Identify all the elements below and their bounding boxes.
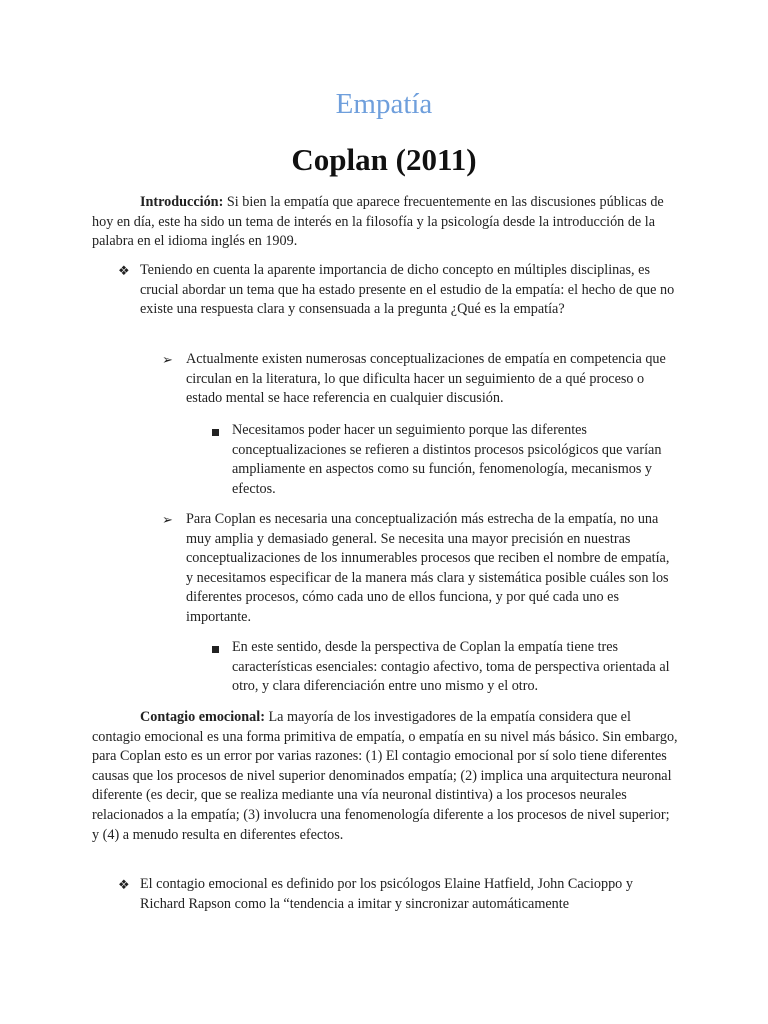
intro-text: Si bien la empatía que aparece frecuentemente en las discusiones públicas de hoy en día, este ha sido un tema de interés en la filosofía y la psicología desde la introducción de la palabra en el idioma inglés en 1909. — [92, 194, 664, 250]
diamond-bullet-icon: ❖ — [118, 263, 130, 278]
list-item-text: En este sentido, desde la perspectiva de Coplan la empatía tiene tres características esenciales: contagio afectivo, toma de perspectiva orientada al otro, y clara diferenciación entre uno mismo y el otro. — [232, 639, 670, 695]
intro-lead: Introducción: — [140, 194, 224, 210]
arrow-bullet-icon: ➢ — [162, 512, 173, 527]
list-item-text: Para Coplan es necesaria una conceptualización más estrecha de la empatía, no una muy amplia y demasiado general. Se necesita una mayor precisión en nuestras conceptualizaciones de los innumerables procesos que reciben el nombre de empatía, y necesitamos especificar de la manera más clara y sistemática posible cuáles son los diferentes procesos, cómo cada uno de ellos funciona, y por qué cada uno es importante. — [186, 511, 670, 625]
contagio-paragraph — [92, 708, 680, 845]
list-item-text: Necesitamos poder hacer un seguimiento porque las diferentes conceptualizaciones se refieren a distintos procesos psicológicos que varían ampliamente en aspectos como su función, fenomenología, mecanismos y efectos. — [232, 422, 662, 497]
arrow-bullet-icon: ➢ — [162, 352, 173, 367]
diamond-bullet-icon: ❖ — [118, 877, 130, 892]
document-title: Empatía — [335, 88, 433, 120]
intro-paragraph — [92, 193, 680, 252]
contagio-text: La mayoría de los investigadores de la empatía considera que el contagio emocional es una forma primitiva de empatía, o empatía en su nivel más básico. Sin embargo, para Coplan esto es un error por varias razones: (1) El contagio emocional por sí solo tiene diferentes causas que los procesos de nivel superior denominados empatía; (2) implica una arquitectura neuronal diferente (es decir, que se realiza mediante una vía neuronal distintiva) a los procesos neurales relacionados a la empatía; (3) involucra una fenomenología diferente a los procesos de nivel superior; y (4) a menudo resulta en diferentes efectos. — [92, 709, 678, 843]
list-item-text: Actualmente existen numerosas conceptualizaciones de empatía en competencia que circulan en la literatura, lo que dificulta hacer un seguimiento de a qué proceso o estado mental se hace referencia en cualquier discusión. — [186, 351, 666, 407]
list-item-text: El contagio emocional es definido por los psicólogos Elaine Hatfield, John Cacioppo y Richard Rapson como la “tendencia a imitar y sincronizar automáticamente — [140, 876, 633, 912]
list-item-text: Teniendo en cuenta la aparente importancia de dicho concepto en múltiples disciplinas, es crucial abordar un tema que ha estado presente en el estudio de la empatía: el hecho de que no existe una respuesta clara y consensuada a la pregunta ¿Qué es la empatía? — [140, 262, 675, 318]
square-bullet-icon — [212, 638, 219, 658]
document-subtitle: Coplan (2011) — [291, 142, 477, 177]
square-bullet-icon — [212, 421, 219, 441]
contagio-lead: Contagio emocional: — [140, 709, 265, 725]
